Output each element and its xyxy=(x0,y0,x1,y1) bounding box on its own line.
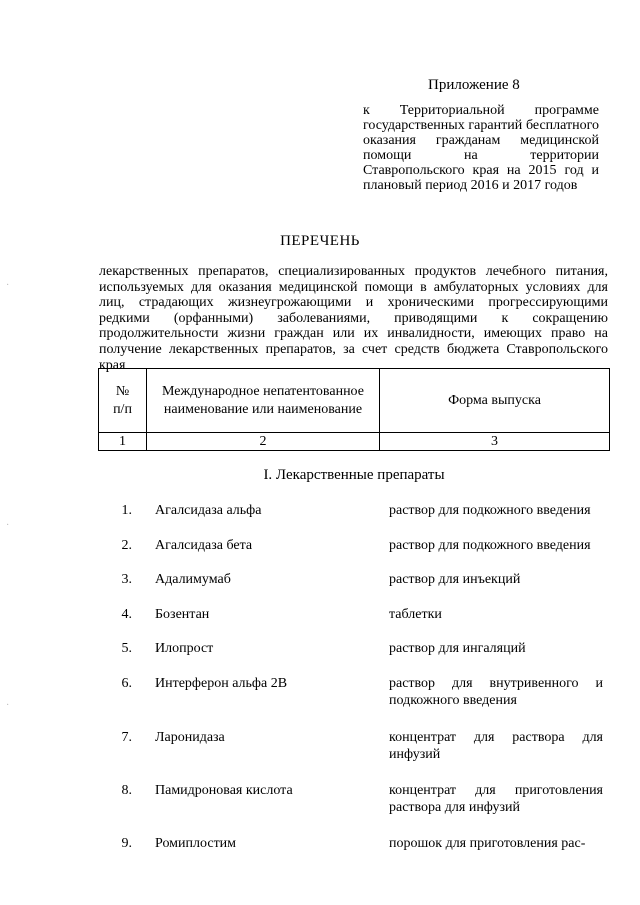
drug-form: раствор для ингаляций xyxy=(389,641,526,656)
drug-form: порошок для приготовления рас- xyxy=(389,836,586,851)
drug-name: Адалимумаб xyxy=(155,572,231,587)
scan-mark: · xyxy=(6,280,10,291)
drug-name: Бозентан xyxy=(155,607,210,622)
appendix-title: Приложение 8 xyxy=(428,77,520,93)
drug-name: Агалсидаза альфа xyxy=(155,503,262,518)
column-number-row xyxy=(99,433,610,451)
column-number-1: 1 xyxy=(99,433,147,451)
drug-name: Ларонидаза xyxy=(155,730,225,745)
drug-name: Агалсидаза бета xyxy=(155,538,253,553)
column-header-form: Форма выпуска xyxy=(380,369,610,433)
drug-number: 1. xyxy=(121,503,132,518)
document-subtitle: лекарственных препаратов, специализированных продуктов лечебного питания, используемых для оказания медицинской помощи в амбулаторных условиях для лиц, страдающих жизнеугрожающими и хроническими прогрессирующими редкими (орфанными) заболеваниями, приводящими к сокращению продолжительности жизни граждан или их инвалидности, имеющих право на получение лекарственных препаратов, за счет средств бюджета Ставропольского края xyxy=(99,264,608,373)
drug-form: концентрат для раствора для инфузий xyxy=(389,730,603,762)
drug-number: 2. xyxy=(121,538,132,553)
header-row xyxy=(99,369,610,433)
column-number-3: 3 xyxy=(380,433,610,451)
drug-number: 5. xyxy=(121,641,132,656)
drug-number: 3. xyxy=(121,572,132,587)
drug-number: 8. xyxy=(121,783,132,798)
scan-mark: · xyxy=(6,520,10,531)
appendix-note: к Территориальной программе государственных гарантий бесплатного оказания гражданам медицинской помощи на территории Ставропольского края на 2015 год и плановый период 2016 и 2017 годов xyxy=(363,103,599,193)
header-table xyxy=(98,368,610,451)
drug-name: Ромиплостим xyxy=(155,836,237,851)
scan-mark: · xyxy=(6,700,10,711)
document-title: ПЕРЕЧЕНЬ xyxy=(280,233,360,249)
drug-number: 9. xyxy=(121,836,132,851)
drug-form: таблетки xyxy=(389,607,442,622)
drug-form: раствор для подкожного введения xyxy=(389,503,591,518)
drug-number: 4. xyxy=(121,607,132,622)
section-title: I. Лекарственные препараты xyxy=(263,467,445,483)
drug-name: Памидроновая кислота xyxy=(155,783,293,798)
drug-form: раствор для инъекций xyxy=(389,572,521,587)
column-number-2: 2 xyxy=(147,433,380,451)
drug-form: раствор для подкожного введения xyxy=(389,538,591,553)
drug-name: Интерферон альфа 2В xyxy=(155,676,288,691)
drug-number: 6. xyxy=(121,676,132,691)
column-header-number: № п/п xyxy=(99,369,147,433)
column-header-name: Международное непатентованное наименование или наименование xyxy=(147,369,380,433)
drug-form: раствор для внутривенного и подкожного введения xyxy=(389,676,603,708)
drug-number: 7. xyxy=(121,730,132,745)
drug-name: Илопрост xyxy=(155,641,214,656)
drug-form: концентрат для приготовления раствора для инфузий xyxy=(389,783,603,815)
